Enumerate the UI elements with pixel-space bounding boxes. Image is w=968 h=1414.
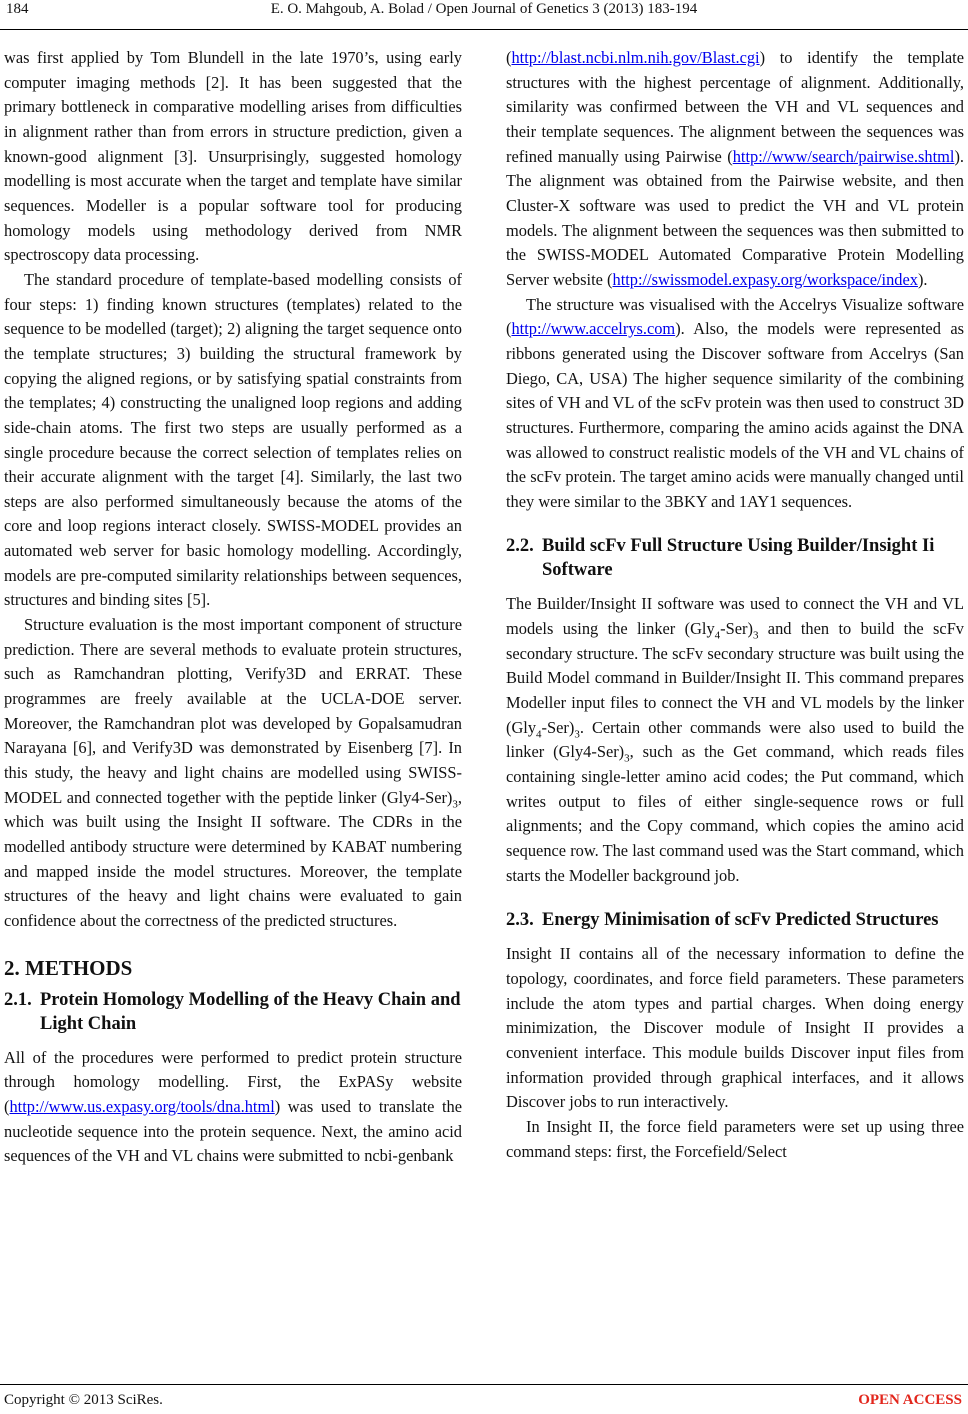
left-column: [4, 46, 462, 1169]
pairwise-link[interactable]: http://www/search/pairwise.shtml: [732, 146, 955, 166]
paragraph-homology-procedures: All of the procedures were performed to predict protein structure through homology modelling. First, the ExPASy website (http://www.us.expasy.org/tools/dna.html) was used to translate the nucleotide sequence into the protein sequence. Next, the amino acid sequences of the VH and VL chains were submitted to ncbi-genbank: [4, 1047, 462, 1166]
subsection-heading-2-2: 2.2. Build scFv Full Structure Using Builder/Insight Ii Software: [506, 536, 935, 581]
swissmodel-link[interactable]: http://swissmodel.expasy.org/workspace/index: [612, 269, 918, 289]
footer-rule: [0, 1384, 968, 1385]
copyright-notice: Copyright © 2013 SciRes.: [4, 1392, 163, 1408]
right-column: [506, 46, 964, 1164]
header-rule: [0, 29, 968, 30]
paragraph-visualisation: The structure was visualised with the Accelrys Visualize software (http://www.accelrys.com). Also, the models were represented as ribbons generated using the Discover software from Accelrys (San Diego, CA, USA) The higher sequence similarity of the combining sites of VH and VL of the scFv protein was then used to construct 3D structures. Furthermore, comparing the amino acids against the DNA was allowed to construct realistic models of the VH and VL chains of the scFv protein. The target amino acids were manually changed until they were similar to the 3BKY and 1AY1 sequences.: [506, 294, 964, 511]
paragraph-energy-minimisation: Insight II contains all of the necessary information to define the topology, coordinates, and force field parameters. These parameters include the atom types and partial charges. When doing energy minimization, the Discover module of Insight II provides a convenient interface. This module builds Discover input files from information provided through graphical interfaces, and it allows Discover jobs to run interactively.: [506, 944, 964, 1112]
section-title-methods: 2. METHODS: [4, 955, 133, 980]
running-head: E. O. Mahgoub, A. Bolad / Open Journal of Genetics 3 (2013) 183-194: [270, 1, 698, 17]
paragraph-template-procedure: The standard procedure of template-based modelling consists of four steps: 1) finding known structures (templates) related to the sequence to be modelled (target); 2) aligning the target sequence onto the template structures; 3) building the structural framework by copying the aligned regions, or by satisfying spatial constraints from the templates; 4) constructing the unaligned loop regions and adding side-chain atoms. The first two steps are usually performed as a single procedure because the correct selection of templates relies on their accurate alignment with the target [4]. Similarly, the last two steps are also performed simultaneously because the atoms of the core and loop regions interact closely. SWISS-MODEL provides an automated web server for basic homology modelling. Accordingly, models are pre-computed similarity relationships between sequences, structures and binding sites [5].: [4, 269, 462, 610]
paragraph-blundell: was first applied by Tom Blundell in the late 1970’s, using early computer imaging methods [2]. It has been suggested that the primary bottleneck in comparative modelling arises from difficulties in alignment rather than from errors in structure prediction, given a known-good alignment [3]. Unsurprisingly, suggested homology modelling is most accurate when the target and template have similar sequences. Modeller is a popular software tool for producing homology models using methodology derived from NMR spectroscopy data processing.: [4, 48, 462, 265]
paragraph-structure-evaluation: Structure evaluation is the most important component of structure prediction. There are several methods to evaluate protein structures, such as Ramchandran plotting, Verify3D and ERRAT. These programmes are freely available at the UCLA-DOE server. Moreover, the Ramchandran plot was developed by Gopalsamudran Narayana [6], and Verify3D was demonstrated by Eisenberg [7]. In this study, the heavy and light chains are modelled using SWISS-MODEL and connected together with the peptide linker $(Gly4-Ser)_3$, which was built using the Insight II software. The CDRs in the modelled antibody structure were determined by KABAT numbering and mapped inside the model structures. Moreover, the template structures of the heavy and light chains were evaluated to gain confidence about the correctness of the predicted structures.: [4, 615, 462, 930]
page-number: 184: [6, 1, 29, 17]
accelrys-link[interactable]: http://www.accelrys.com: [511, 319, 676, 339]
paragraph-blast-alignment: (http://blast.ncbi.nlm.nih.gov/Blast.cgi) to identify the template structures with the highest percentage of alignment. Additionally, similarity was confirmed between the VH and VL sequences and their template sequences. The alignment between the sequences was refined manually using Pairwise (http://www/search/pairwise.shtml). The alignment was obtained from the Pairwise website, and then Cluster-X software was used to predict the VH and VL protein models. The alignment between the sequences was then submitted to the SWISS-MODEL Automated Comparative Protein Modelling Server website (http://swissmodel.expasy.org/workspace/index).: [506, 48, 964, 289]
subsection-heading-2-1: 2.1. Protein Homology Modelling of the Heavy Chain and Light Chain: [4, 989, 461, 1034]
expasy-link[interactable]: http://www.us.expasy.org/tools/dna.html: [9, 1096, 275, 1116]
blast-link[interactable]: http://blast.ncbi.nlm.nih.gov/Blast.cgi: [511, 48, 760, 67]
paragraph-force-field: In Insight II, the force field parameters were set up using three command steps: first, the Forcefield/Select: [506, 1116, 964, 1161]
page-header: [0, 0, 968, 30]
paragraph-builder-insight: The Builder/Insight II software was used to connect the VH and VL models using the linker $(Gly_4-Ser)_3$ and then to build the scFv secondary structure. The scFv secondary structure was built using the Build Model command in Builder/Insight II. This command prepares Modeller input files to connect the VH and VL models by the linker $(Gly_4-Ser)_3$. Certain other commands were also used to build the linker $(Gly4-Ser)_3$, such as the Get command, which reads files containing single-letter amino acid codes; the Put command, which writes output to files of either single-sequence rows or full alignments; and the Copy command, which copies the amino acid sequence row. The last command used was the Start command, which starts the Modeller background job.: [506, 594, 964, 885]
open-access-label: OPEN ACCESS: [858, 1392, 962, 1408]
subsection-heading-2-3: 2.3. Energy Minimisation of scFv Predicted Structures: [506, 910, 939, 931]
